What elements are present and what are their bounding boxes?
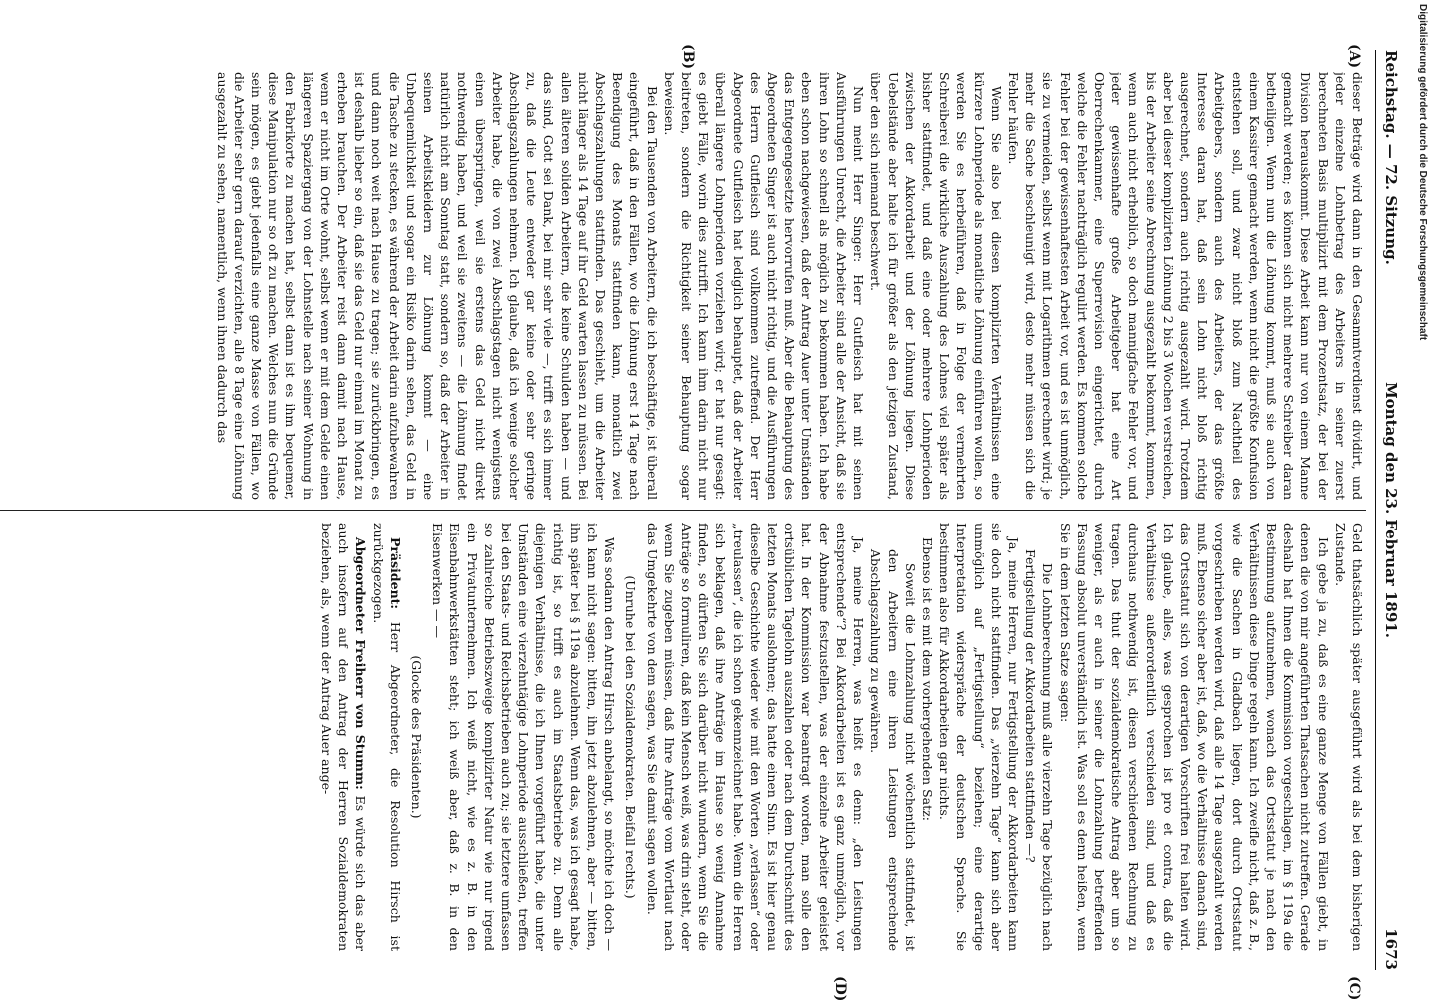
header-session: Reichstag. — 72. Sitzung. xyxy=(1382,50,1400,265)
speaker-statement xyxy=(318,523,370,951)
digitization-note-text: Digitalisierung gefördert durch die Deutsche Forschungsgemeinschaft xyxy=(1417,4,1428,341)
right-column xyxy=(0,523,1366,951)
header-date: Montag den 23. Februar 1891. xyxy=(1382,382,1400,638)
quoted-clause: Soweit die Lohnzahlung nicht wöchentlich stattfindet, ist den Arbeitern eine ihren Leistungen entsprechende Abschlagszahlung zu gewähren. xyxy=(868,549,918,951)
speaker-label: Präsident: xyxy=(387,537,403,610)
left-column xyxy=(0,72,1366,500)
column-divider xyxy=(0,510,1366,511)
president-statement xyxy=(369,523,403,951)
stage-direction: (Unruhe bei den Sozialdemokraten. Beifall rechts.) xyxy=(623,575,639,899)
stage-direction: (Glocke des Präsidenten.) xyxy=(409,655,425,819)
page-header xyxy=(1375,50,1400,970)
paragraph: Wenn Sie also bei diesen komplizirten Verhältnissen eine kürzere Lohnperiode als monatliche Löhnung einführen wollen, so werden Sie es herbeiführen, daß in Folge der vermehrten Schreiberei die wirkliche Auszahlung des Lohnes viel später als bisher stattfindet, und daß eine oder mehrere Lohnperioden zwischen der Akkordarbeit und der Löhnung liegen. Diese Uebelstände aber halte ich für größer als den jetzigen Zustand, über den sich niemand beschwert. xyxy=(868,72,1004,500)
paragraph: dieser Beträge wird dann in den Gesammtverdienst dividirt, und jeder einzelne Lohnbetrag des Arbeiters in seiner zuerst berechneten Basis multiplizirt mit dem Prozentsatz, der bei der Division herauskommt. Diese Arbeit kann nur von einem Manne gemacht werden; es können sich nicht mehrere Schreiber daran betheiligen. Wenn nun die Löhnung kommt, muß sie auch von einem Kassirer gemacht werden, wenn nicht die größte Konfusion entstehen soll, und zwar nicht bloß zum Nachtheil des Arbeitgebers, sondern auch des Arbeiters, der das größte Interesse daran hat, daß sein Lohn nicht bloß richtig ausgerechnet, sondern auch richtig ausgezahlt wird. Trotzdem aber bei dieser komplizirten Löhnung 2 bis 3 Wochen verstreichen, bis der Arbeiter seine Abrechnung ausgezahlt bekommt, kommen, wenn auch nicht erheblich, so doch mannigfache Fehler vor, und jeder gewissenhafte große Arbeitgeber hat eine Art Oberrechenkammer, eine Superrevision eingerichtet, durch welche die Fehler nachträglich regulirt werden. Es kommen solche Fehler bei der gewissenhaftesten Arbeit vor, und es ist unmöglich, sie zu vermeiden, selbst wenn mit Logarithmen gerechnet wird; je mehr die Sache beschleunigt wird, desto mehr müssen sich die Fehler häufen. xyxy=(1005,72,1365,500)
paragraph: Was sodann den Antrag Hirsch anbelangt, so möchte ich doch — ich kann nicht sagen: bitten, ihn jetzt abzulehnen, aber — bitten, ihn später bei § 119a abzulehnen. Wenn das, was ich gesagt habe, richtig ist, so trifft es auch im Staatsbetriebe zu. Denn alle diejenigen Verhältnisse, die ich Ihnen vorgeführt habe, die unter Umständen eine vierzehntägige Lohnperiode ausschließen, treffen bei den Staats- und Reichsbetrieben auch zu; sie letztere umfassen so zahlreiche Betriebszweige komplizirter Natur wie nur irgend ein Privatunternehmen. Ich weiß nicht, wie es z. B. in den Eisenbahnwerkstätten steht; ich weiß aber, daß z. B. in den Eisenwerken — — xyxy=(430,523,618,951)
paragraph: Nun meint Herr Singer: Herr Gutfleisch hat mit seinen Ausführungen Unrecht, die Arbeiter sind alle der Ansicht, daß sie ihren Lohn so schnell als möglich zu bekommen haben. Ich habe eben schon nachgewiesen, daß der Antrag Auer unter Umständen das Entgegengesetzte hervorrufen muß. Aber die Behauptung des Abgeordneten Singer ist auch nicht richtig, und die Ausführungen des Herrn Gutfleisch sind vollkommen zutreffend. Der Herr Abgeordnete Gutfleisch hat lediglich behauptet, daß der Arbeiter überall längere Lohnperioden vorziehen wird; er hat nur gesagt: es giebt Fälle, worin dies zutrifft. Ich kann ihm darin nicht nur beitreten, sondern die Richtigkeit seiner Behauptung sogar beweisen. xyxy=(661,72,867,500)
statement-text: Es würde sich das aber auch insofern auf den Antrag der Herren Sozialdemokraten beziehen, als, wenn der Antrag Auer ange- xyxy=(319,523,369,951)
statement-text: Herr Abgeordneter, die Resolution Hirsch ist zurückgezogen. xyxy=(370,523,403,951)
margin-marker-a: (A) xyxy=(1346,44,1362,69)
paragraph: Bei den Tausenden von Arbeitern, die ich beschäftige, ist überall eingeführt, daß in den Fällen, wo die Löhnung erst 14 Tage nach Beendigung des Monats stattfinden kann, monatlich zwei Abschlagszahlungen stattfinden. Das geschieht, um die Arbeiter nicht länger als 14 Tage auf ihr Geld warten lassen zu müssen. Bei allen älteren soliden Arbeitern, die keine Schulden haben — und das sind, Gott sei Dank, bei mir sehr viele —, trifft es sich immer zu, daß die Leute entweder gar keine oder sehr geringe Abschlagszahlungen nehmen. Ich glaube, daß ich wenige solcher Arbeiter habe, die von zwei Abschlagstagen nicht wenigstens einen überspringen, weil sie erstens das Geld nicht direkt nothwendig haben, und weil sie zweitens — die Löhnung findet natürlich nicht am Sonntag statt, sondern so, daß der Arbeiter in seinen Arbeitskleidern zur Löhnung kommt — eine Unbequemlichkeit und sogar ein Risiko darin sehen, das Geld in die Tasche zu stecken, es während der Arbeit darin aufzubewahren und dann noch weit nach Hause zu tragen; sie zurückbringen, es ist deshalb lieber so ein, daß sie das Geld nur einmal im Monat zu erheben brauchen. Der Arbeiter reist dann damit nach Hause, wenn er nicht im Orte wohnt, selbst wenn er mit dem Gelde einen längeren Spaziergang von der Lohnstelle nach seiner Wohnung in den Fabrikorte zu machen hat, selbst dann ist es ihm bequemer, diese Manipulation nur so oft zu machen. Welches nun die Gründe sein mögen, es giebt jedenfalls eine ganze Masse von Fällen, wo die Arbeiter sehr gern darauf verzichten, alle 8 Tage eine Löhnung ausgezahlt zu sehen, namentlich, wenn ihnen dadurch das xyxy=(214,72,660,500)
page-number: 1673 xyxy=(1382,928,1400,970)
paragraph: Ja, meine Herren, was heißt es denn: „den Leistungen entsprechende“? Bei Akkordarbeiten ist es ganz unmöglich, vor der Abnahme festzustellen, was der einzelne Arbeiter geleistet hat. In der Kommission war beantragt worden, man solle den ortsüblichen Tagelohn auszahlen oder nach dem Durchschnitt des letzten Monats auslohnen; das hatte einen Sinn. Es ist hier genau dieselbe Geschichte wieder wie mit den Worten „verlassen“ oder „treulassen“, die ich schon gekennzeichnet habe. Wenn die Herren sich beklagen, daß ihre Anträge im Hause so wenig Annahme finden, so dürften Sie sich darüber nicht wundern, wenn Sie die Anträge so formuliren, daß kein Mensch weiß, was drin steht, oder wenn Sie zugeben müssen, daß Ihre Anträge vom Wortlaut nach das Umgekehrte von dem sagen, was Sie damit sagen wollen. xyxy=(644,523,867,951)
speaker-label: Abgeordneter Freiherr von Stumm: xyxy=(353,537,369,790)
margin-marker-d: (D) xyxy=(832,976,848,1001)
digitization-note xyxy=(1412,4,1432,424)
paragraph: Geld thatsächlich später ausgeführt wird als bei dem bisherigen Zustande. xyxy=(1332,523,1365,951)
quoted-clause: Die Lohnberechnung muß alle vierzehn Tage bezüglich nach Fertigstellung der Akkordarbeiten stattfinden —? xyxy=(1023,549,1056,951)
paragraph: Ebenso ist es mit dem vorhergehenden Satz: xyxy=(919,537,935,821)
paragraph: Ich gebe ja zu, daß es eine ganze Menge von Fällen giebt, in denen die von mir angeführten Thatsachen nicht zutreffen. Gerade deshalb hat Ihnen die Kommission vorgeschlagen, im § 119a die Bestimmung aufzunehmen, wonach das Ortsstatut je nach den Verhältnissen diese Dinge regeln kann. Ich zweifle nicht, daß z. B., wie die Sachen in Gladbach liegen, dort durch Ortsstatut vorgeschrieben werden wird, daß alle 14 Tage ausgezahlt werden muß. Ebenso sicher aber ist, daß, wo die Verhältnisse danach sind, das Ortsstatut sich von derartigen Vorschriften frei halten wird. Ich glaube, alles, was gesprochen ist pro et contra, daß die Verhältnisse außerordentlich verschieden sind, und daß es durchaus nothwendig ist, diesen verschiedenen Rechnung zu tragen. Das thut der sozialdemokratische Antrag aber um so weniger, als er auch in seiner die Lohnzahlung betreffenden Fassung absolut unverständlich ist. Was soll es denn heißen, wenn Sie in dem letzten Satze sagen: xyxy=(1057,523,1331,951)
margin-marker-c: (C) xyxy=(1346,976,1362,1001)
paragraph: Ja, meine Herren, nur Fertigstellung der Akkordarbeiten kann sie doch nicht stattfinden. Das „vierzehn Tage“ kann sich aber unmöglich auf „Fertigstellung“ beziehen; eine derartige Interpretation widerspräche der deutschen Sprache. Sie bestimmen also für Akkordarbeiten gar nichts. xyxy=(937,523,1021,951)
margin-marker-b: (B) xyxy=(680,44,696,70)
